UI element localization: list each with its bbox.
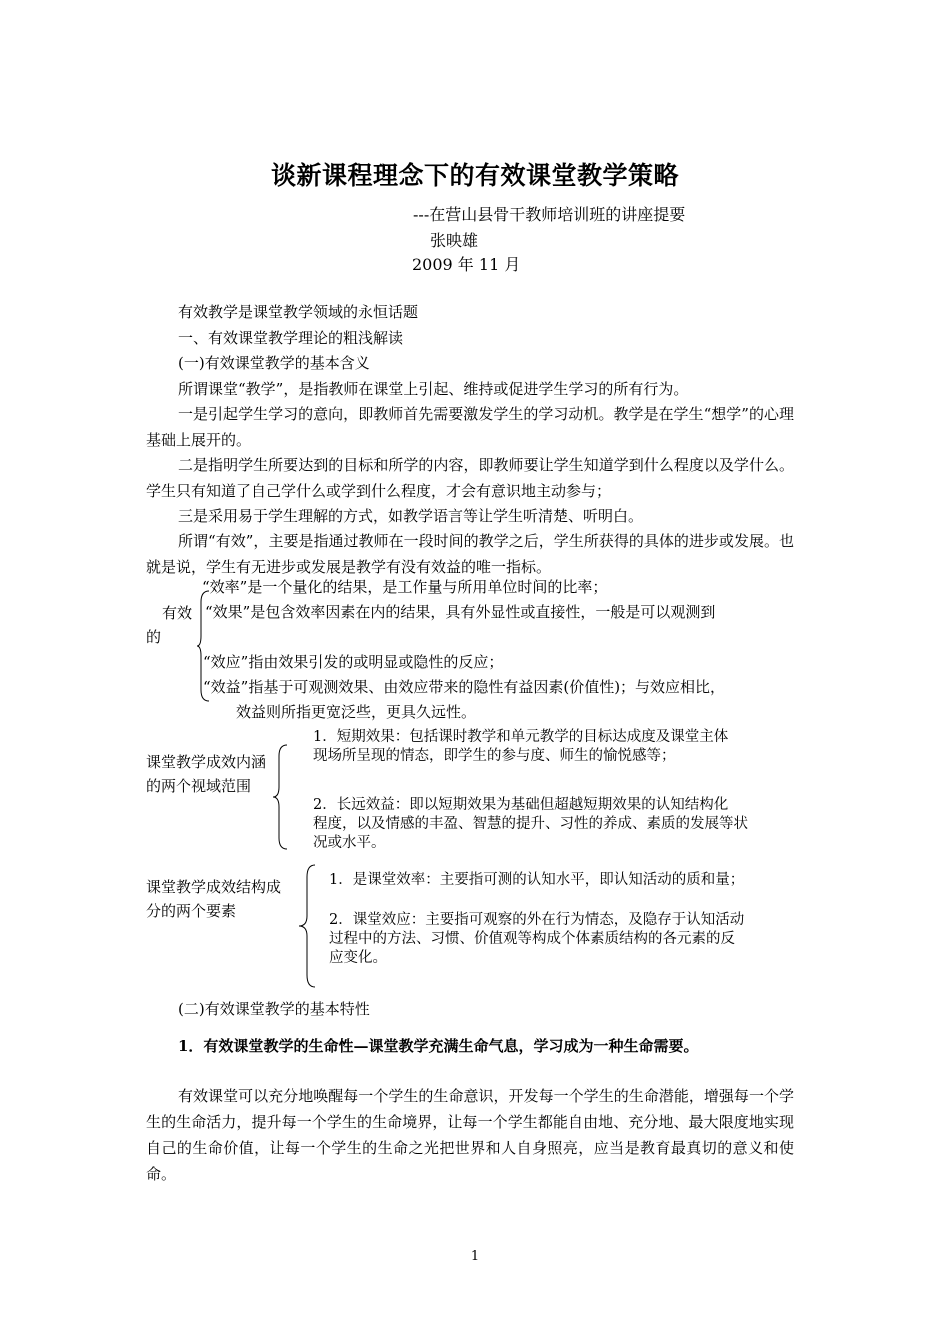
brace-icon bbox=[298, 864, 316, 988]
structure-label: 分的两个要素 bbox=[146, 902, 237, 920]
range-item: 1．短期效果：包括课时教学和单元教学的目标达成度及课堂主体 bbox=[313, 729, 729, 745]
subsection-heading: (一)有效课堂教学的基本含义 bbox=[178, 354, 370, 372]
paragraph: 有效课堂可以充分地唤醒每一个学生的生命意识，开发每一个学生的生命潜能，增强每一个学生的生命活力，提升每一个学生的生命境界，让每一个学生都能自由地、充分地、最大限度地实现自己的生命价值，让每一个学生的生命之光把世界和人自身照亮，应当是教育最真切的意义和使命。 bbox=[146, 1087, 794, 1183]
paragraph: 所谓课堂“教学”，是指教师在课堂上引起、维持或促进学生学习的所有行为。 bbox=[178, 380, 689, 398]
paragraph: 有效教学是课堂教学领域的永恒话题 bbox=[178, 303, 419, 321]
date: 2009 年 11 月 bbox=[412, 255, 521, 274]
paragraph: 二是指明学生所要达到的目标和所学的内容，即教师要让学生知道学到什么程度以及学什么。学生只有知道了自己学什么或学到什么程度，才会有意识地主动参与； bbox=[146, 456, 794, 500]
subtitle: ---在营山县骨干教师培训班的讲座提要 bbox=[413, 205, 686, 224]
structure-item: 1．是课堂效率：主要指可测的认知水平，即认知活动的质和量； bbox=[329, 872, 745, 888]
paragraph: 所谓“有效”，主要是指通过教师在一段时间的教学之后，学生所获得的具体的进步或发展。也就是说，学生有无进步或发展是教学有没有效益的唯一指标。 bbox=[146, 532, 794, 576]
author: 张映雄 bbox=[430, 231, 479, 250]
paragraph: 三是采用易于学生理解的方式，如教学语言等让学生听清楚、听明白。 bbox=[178, 507, 644, 525]
section-heading: 一、有效课堂教学理论的粗浅解读 bbox=[178, 329, 404, 347]
structure-item: 2．课堂效应：主要指可观察的外在行为情态，及隐存于认知活动 bbox=[329, 912, 745, 928]
page-title: 谈新课程理念下的有效课堂教学策略 bbox=[270, 161, 679, 190]
structure-item: 过程中的方法、习惯、价值观等构成个体素质结构的各元素的反 bbox=[329, 931, 735, 947]
effective-item: “效益”指基于可观测效果、由效应带来的隐性有益因素(价值性)；与效应相比， bbox=[203, 678, 726, 696]
structure-item: 应变化。 bbox=[329, 950, 387, 966]
subsection-heading: (二)有效课堂教学的基本特性 bbox=[178, 1000, 370, 1018]
range-item: 现场所呈现的情态，即学生的参与度、师生的愉悦感等； bbox=[313, 748, 676, 764]
range-item: 2．长远效益：即以短期效果为基础但超越短期效果的认知结构化 bbox=[313, 797, 729, 813]
range-label: 课堂教学成效内涵 bbox=[146, 753, 267, 771]
page-number: 1 bbox=[470, 1249, 480, 1264]
range-label: 的两个视域范围 bbox=[146, 777, 252, 795]
range-item: 程度，以及情感的丰盈、智慧的提升、习性的养成、素质的发展等状 bbox=[313, 816, 748, 832]
structure-label: 课堂教学成效结构成 bbox=[146, 878, 282, 896]
effective-item: “效应”指由效果引发的或明显或隐性的反应； bbox=[203, 653, 504, 671]
brace-icon bbox=[272, 744, 288, 850]
effective-item: “效果”是包含效率因素在内的结果，具有外显性或直接性，一般是可以观测到 bbox=[205, 603, 716, 621]
range-item: 况或水平。 bbox=[313, 835, 386, 851]
bold-heading: 1．有效课堂教学的生命性—课堂教学充满生命气息，学习成为一种生命需要。 bbox=[178, 1037, 699, 1055]
effective-item: “效率”是一个量化的结果，是工作量与所用单位时间的比率； bbox=[202, 578, 608, 596]
effective-label: 有效 bbox=[162, 604, 193, 622]
paragraph: 一是引起学生学习的意向，即教师首先需要激发学生的学习动机。教学是在学生“想学”的心理基础上展开的。 bbox=[146, 405, 794, 449]
effective-item: 效益则所指更宽泛些，更具久远性。 bbox=[236, 703, 477, 721]
effective-label-suffix: 的 bbox=[146, 628, 162, 646]
